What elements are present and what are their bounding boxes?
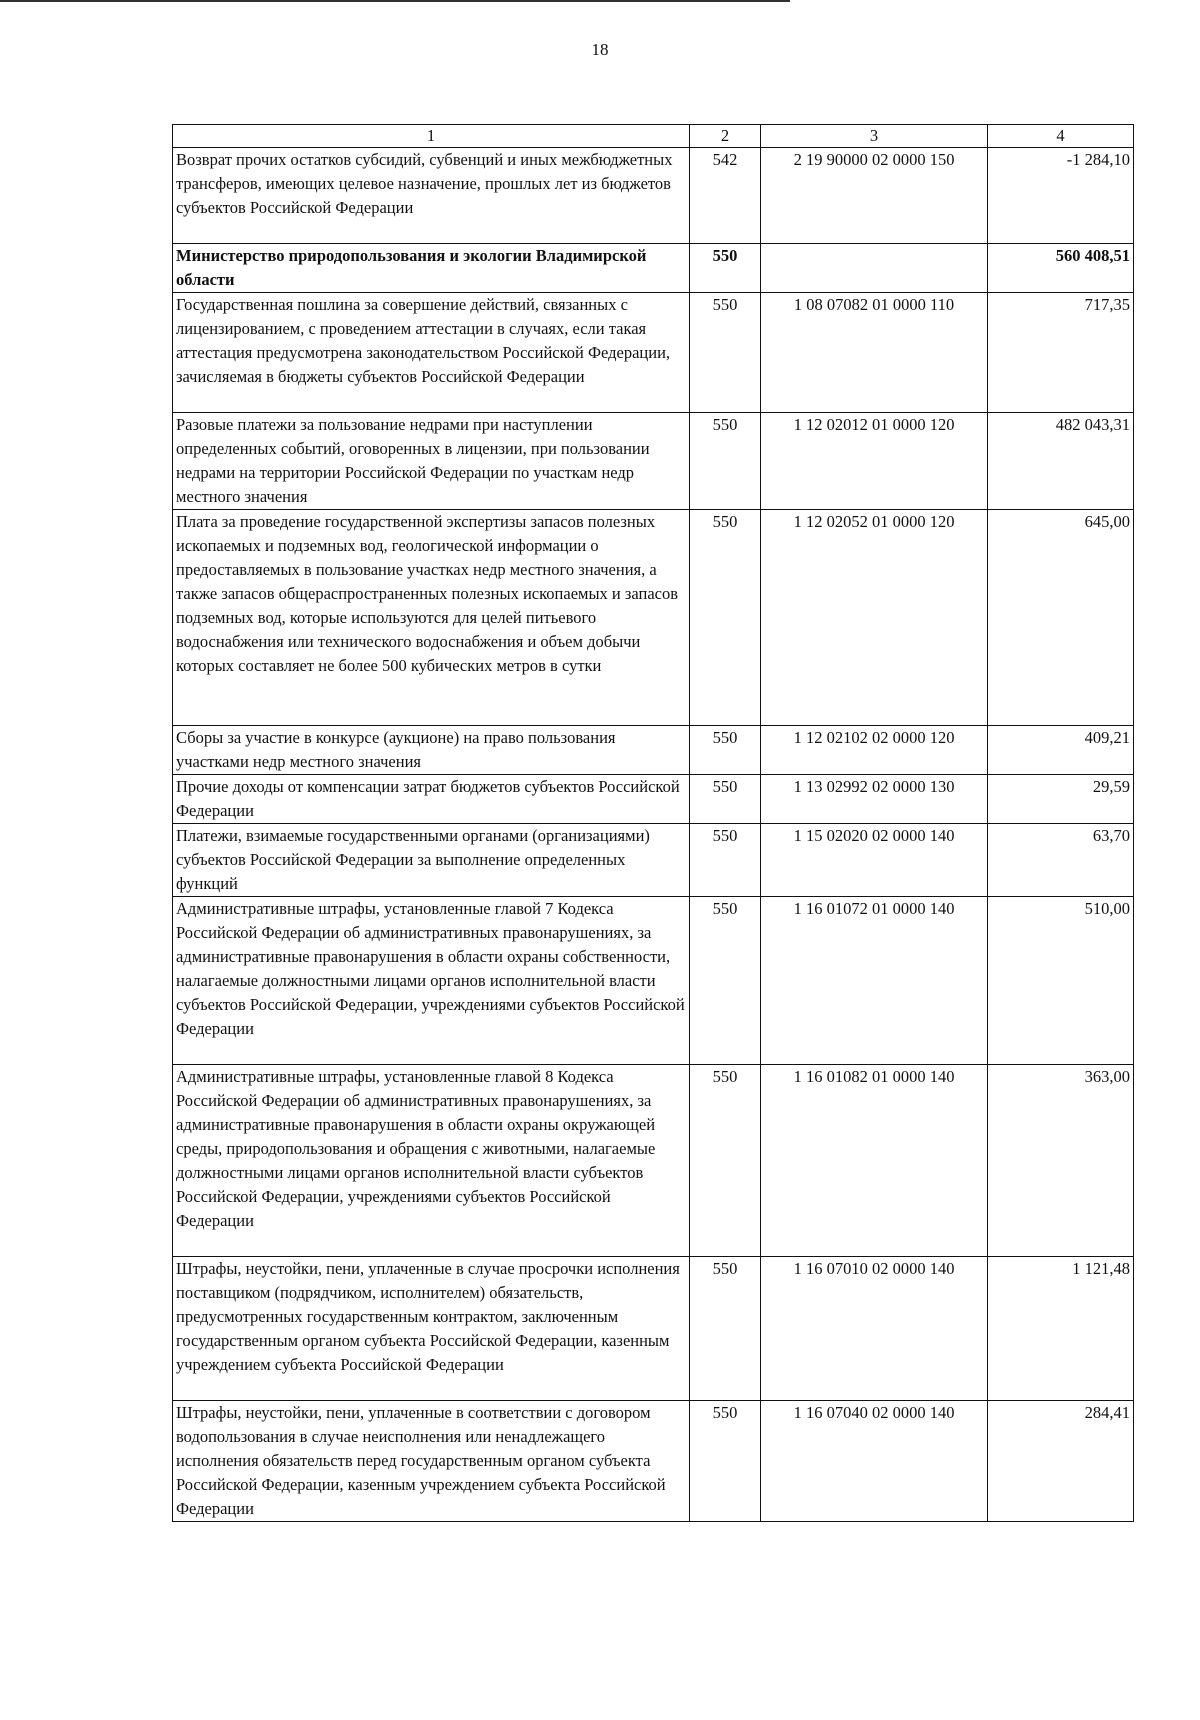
- row-description: Сборы за участие в конкурсе (аукционе) на право пользования участками недр местного значения: [173, 726, 690, 775]
- row-amount: 510,00: [988, 897, 1134, 1065]
- row-amount: 482 043,31: [988, 413, 1134, 510]
- column-header-2: 2: [690, 125, 761, 148]
- table-row: [173, 897, 1134, 1065]
- table-row: [173, 510, 1134, 726]
- row-budget-code: 1 12 02012 01 0000 120: [761, 413, 988, 510]
- row-description: Штрафы, неустойки, пени, уплаченные в соответствии с договором водопользования в случае неисполнения или ненадлежащего исполнения обязательств перед государственным органом субъекта Российской Федерации, казенным учреждением субъекта Российской Федерации: [173, 1401, 690, 1522]
- row-amount: -1 284,10: [988, 148, 1134, 244]
- row-admin-code: 550: [690, 1065, 761, 1257]
- row-budget-code: 1 12 02052 01 0000 120: [761, 510, 988, 726]
- row-amount: 409,21: [988, 726, 1134, 775]
- row-description: Штрафы, неустойки, пени, уплаченные в случае просрочки исполнения поставщиком (подрядчиком, исполнителем) обязательств, предусмотренных государственным контрактом, заключенным государственным органом субъекта Российской Федерации, казенным учреждением субъекта Российской Федерации: [173, 1257, 690, 1401]
- row-amount: 63,70: [988, 824, 1134, 897]
- row-budget-code: 1 16 07010 02 0000 140: [761, 1257, 988, 1401]
- table-row: [173, 244, 1134, 293]
- row-budget-code: 1 15 02020 02 0000 140: [761, 824, 988, 897]
- row-description: Платежи, взимаемые государственными органами (организациями) субъектов Российской Федерации за выполнение определенных функций: [173, 824, 690, 897]
- row-budget-code: 1 16 01072 01 0000 140: [761, 897, 988, 1065]
- table-row: [173, 148, 1134, 244]
- row-amount: 645,00: [988, 510, 1134, 726]
- row-budget-code: 1 16 07040 02 0000 140: [761, 1401, 988, 1522]
- row-description: Государственная пошлина за совершение действий, связанных с лицензированием, с проведением аттестации в случаях, если такая аттестация предусмотрена законодательством Российской Федерации, зачисляемая в бюджеты субъектов Российской Федерации: [173, 293, 690, 413]
- header-row: [173, 125, 1134, 148]
- row-budget-code: 1 12 02102 02 0000 120: [761, 726, 988, 775]
- row-admin-code: 550: [690, 897, 761, 1065]
- row-admin-code: 550: [690, 775, 761, 824]
- page-number: 18: [591, 40, 609, 59]
- table-row: [173, 1401, 1134, 1522]
- row-admin-code: 550: [690, 726, 761, 775]
- row-description: Плата за проведение государственной экспертизы запасов полезных ископаемых и подземных вод, геологической информации о предоставляемых в пользование участках недр местного значения, а также запасов общераспространенных полезных ископаемых и запасов подземных вод, которые используются для целей питьевого водоснабжения или технического водоснабжения и объем добычи которых составляет не более 500 кубических метров в сутки: [173, 510, 690, 726]
- top-rule: [0, 0, 790, 2]
- row-admin-code: 550: [690, 510, 761, 726]
- column-header-1: 1: [173, 125, 690, 148]
- row-amount: 717,35: [988, 293, 1134, 413]
- row-admin-code: 550: [690, 244, 761, 293]
- row-admin-code: 550: [690, 1401, 761, 1522]
- revenue-table: [172, 124, 1134, 1522]
- row-admin-code: 542: [690, 148, 761, 244]
- table-row: [173, 726, 1134, 775]
- column-header-3: 3: [761, 125, 988, 148]
- row-description: Министерство природопользования и экологии Владимирской области: [173, 244, 690, 293]
- row-admin-code: 550: [690, 1257, 761, 1401]
- row-admin-code: 550: [690, 293, 761, 413]
- table-row: [173, 413, 1134, 510]
- row-description: Разовые платежи за пользование недрами при наступлении определенных событий, оговоренных в лицензии, при пользовании недрами на территории Российской Федерации по участкам недр местного значения: [173, 413, 690, 510]
- table-row: [173, 824, 1134, 897]
- row-description: Прочие доходы от компенсации затрат бюджетов субъектов Российской Федерации: [173, 775, 690, 824]
- row-budget-code: 2 19 90000 02 0000 150: [761, 148, 988, 244]
- row-amount: 1 121,48: [988, 1257, 1134, 1401]
- row-amount: 363,00: [988, 1065, 1134, 1257]
- table-row: [173, 1065, 1134, 1257]
- row-admin-code: 550: [690, 824, 761, 897]
- row-budget-code: 1 13 02992 02 0000 130: [761, 775, 988, 824]
- row-amount: 560 408,51: [988, 244, 1134, 293]
- row-description: Административные штрафы, установленные главой 8 Кодекса Российской Федерации об административных правонарушениях, за административные правонарушения в области охраны окружающей среды, природопользования и обращения с животными, налагаемые должностными лицами органов исполнительной власти субъектов Российской Федерации, учреждениями субъектов Российской Федерации: [173, 1065, 690, 1257]
- table-row: [173, 293, 1134, 413]
- row-budget-code: 1 16 01082 01 0000 140: [761, 1065, 988, 1257]
- table-row: [173, 1257, 1134, 1401]
- row-description: Административные штрафы, установленные главой 7 Кодекса Российской Федерации об административных правонарушениях, за административные правонарушения в области охраны собственности, налагаемые должностными лицами органов исполнительной власти субъектов Российской Федерации, учреждениями субъектов Российской Федерации: [173, 897, 690, 1065]
- row-budget-code: 1 08 07082 01 0000 110: [761, 293, 988, 413]
- row-description: Возврат прочих остатков субсидий, субвенций и иных межбюджетных трансферов, имеющих целевое назначение, прошлых лет из бюджетов субъектов Российской Федерации: [173, 148, 690, 244]
- row-amount: 284,41: [988, 1401, 1134, 1522]
- row-budget-code: [761, 244, 988, 293]
- column-header-4: 4: [988, 125, 1134, 148]
- row-amount: 29,59: [988, 775, 1134, 824]
- row-admin-code: 550: [690, 413, 761, 510]
- table-row: [173, 775, 1134, 824]
